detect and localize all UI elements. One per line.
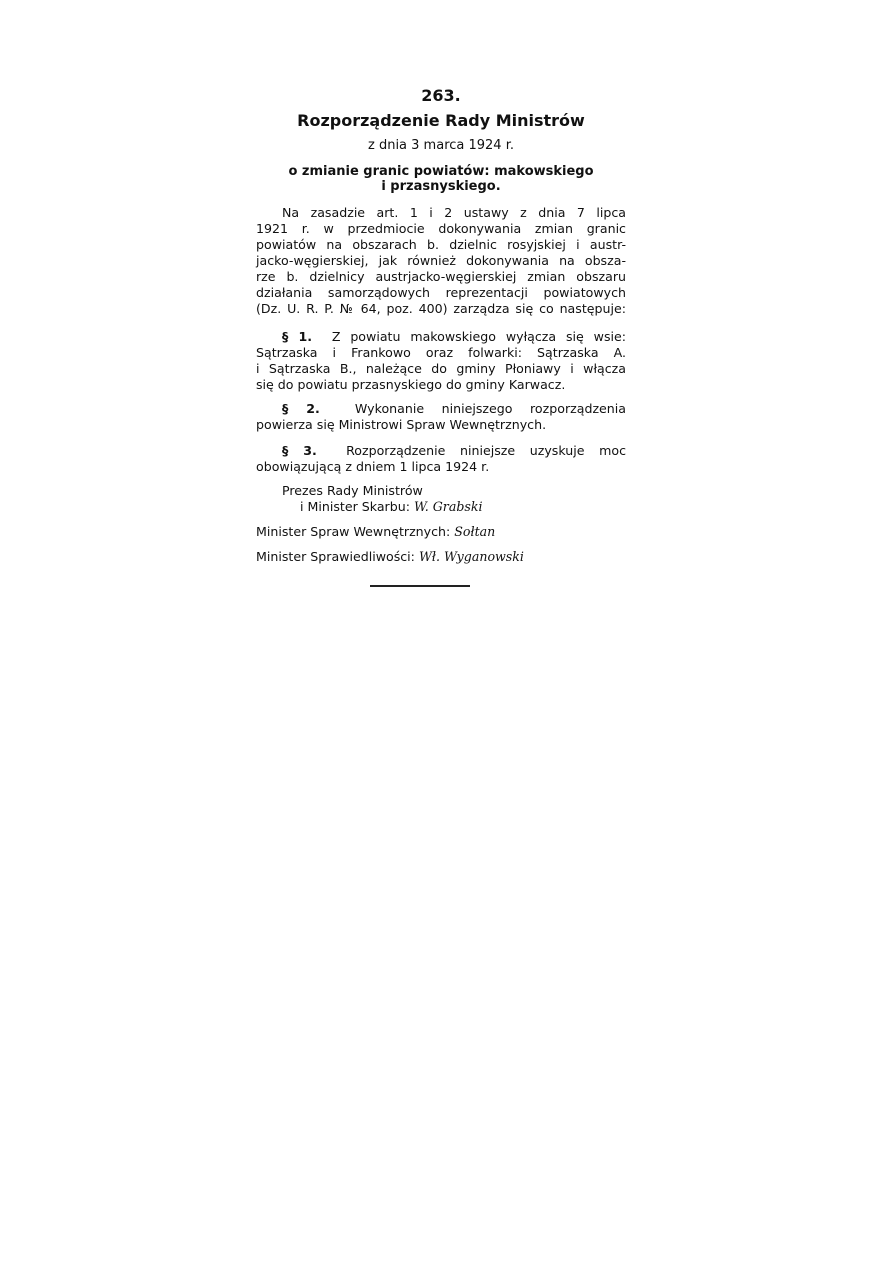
section-mark: § 3. (282, 443, 317, 458)
preamble (256, 205, 626, 317)
section-line (256, 329, 626, 345)
signature-role: i Minister Skarbu: (300, 499, 410, 514)
section-1 (256, 329, 626, 393)
section-line: obowiązującą z dniem 1 lipca 1924 r. (256, 459, 490, 474)
signature-name: Wł. Wyganowski (418, 549, 524, 564)
signatures (256, 483, 626, 565)
signature-line (256, 549, 626, 565)
document-subject-line-2: i przasnyskiego. (381, 179, 501, 194)
signature-line (256, 524, 626, 540)
section-line: się do powiatu przasnyskiego do gminy Karwacz. (256, 377, 566, 392)
section-3 (256, 443, 626, 475)
section-text: Z powiatu makowskiego wyłącza się wsie: (331, 329, 626, 344)
document-subject-line-1: o zmianie granic powiatów: makowskiego (288, 164, 594, 179)
section-line: powierza się Ministrowi Spraw Wewnętrznych. (256, 417, 547, 432)
signature-name: Sołtan (454, 524, 496, 539)
act-number: 263. (421, 86, 461, 105)
signature-name: W. Grabski (413, 499, 483, 514)
section-text: Rozporządzenie niniejsze uzyskuje moc (346, 443, 626, 458)
section-text: Wykonanie niniejszego rozporządzenia (354, 401, 627, 416)
section-mark: § 2. (282, 401, 320, 416)
section-line: Sątrzaska i Frankowo oraz folwarki: Sątrzaska A. (256, 345, 626, 360)
end-rule-divider (370, 585, 470, 587)
preamble-line: rze b. dzielnicy austrjacko-węgierskiej zmian obszaru (256, 269, 626, 284)
signature-role: Prezes Rady Ministrów (282, 483, 423, 498)
document-title: Rozporządzenie Rady Ministrów (297, 111, 585, 130)
signature-role: Minister Spraw Wewnętrznych: (256, 524, 451, 539)
document-date: z dnia 3 marca 1924 r. (368, 138, 514, 153)
preamble-line: powiatów na obszarach b. dzielnic rosyjskiej i austr- (256, 237, 626, 252)
preamble-line: 1921 r. w przedmiocie dokonywania zmian granic (256, 221, 626, 236)
section-line (256, 401, 626, 417)
section-mark: § 1. (282, 329, 313, 344)
signature-role: Minister Sprawiedliwości: (256, 549, 415, 564)
section-line: i Sątrzaska B., należące do gminy Płoniawy i włącza (256, 361, 626, 376)
preamble-line: działania samorządowych reprezentacji powiatowych (256, 285, 626, 300)
section-2 (256, 401, 626, 433)
preamble-line: (Dz. U. R. P. № 64, poz. 400) zarządza się co następuje: (256, 301, 626, 316)
preamble-line: Na zasadzie art. 1 i 2 ustawy z dnia 7 lipca (282, 205, 626, 220)
signature-line (256, 499, 626, 515)
preamble-line: jacko-węgierskiej, jak również dokonywania na obsza- (256, 253, 626, 268)
section-line (256, 443, 626, 459)
